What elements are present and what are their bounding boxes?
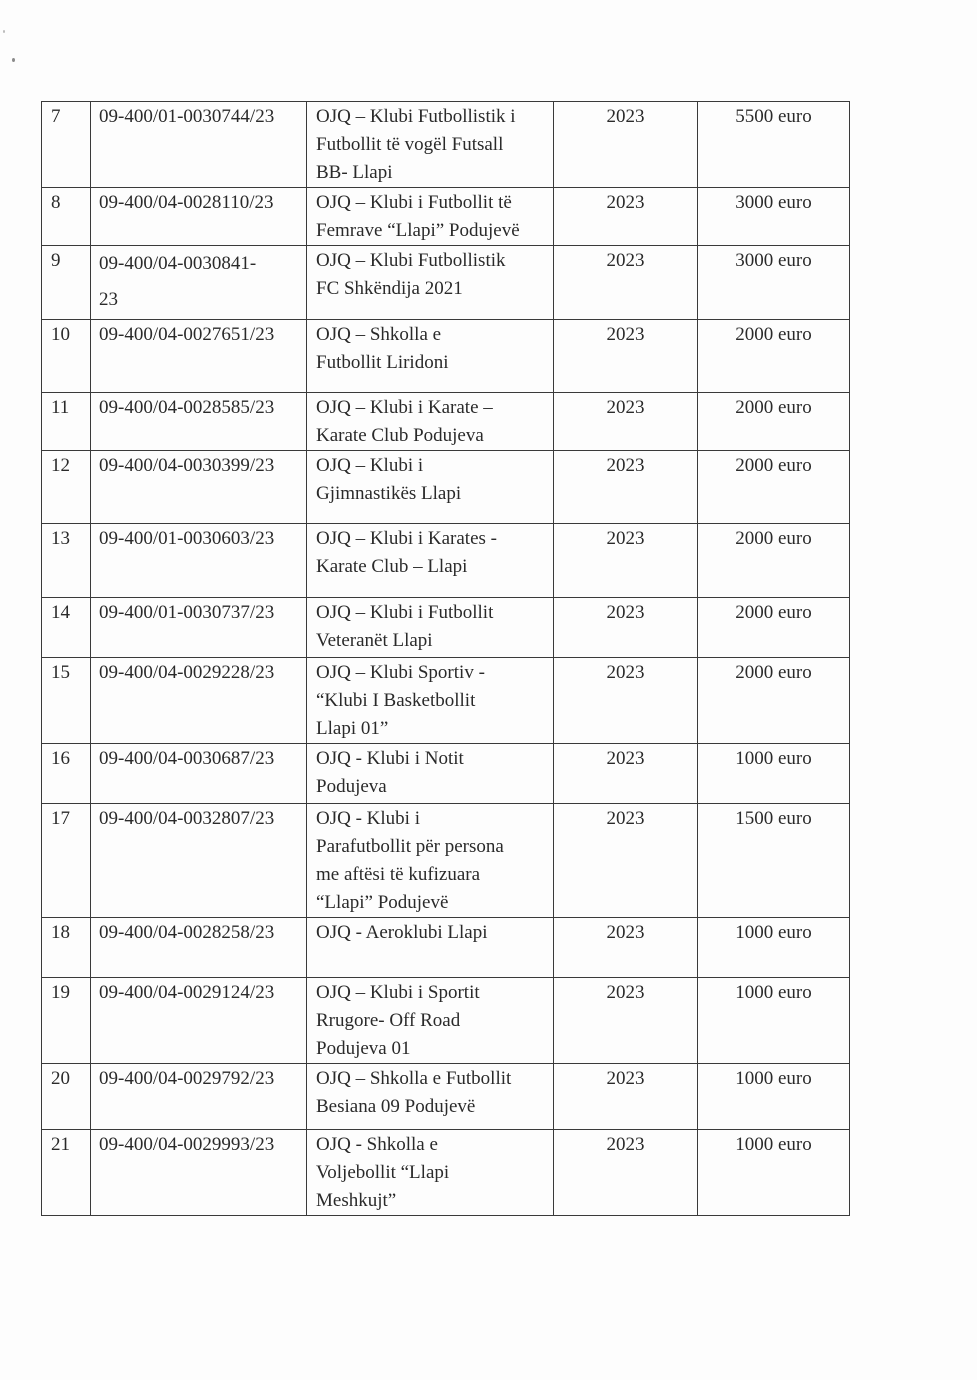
organization-name: OJQ – Klubi Futbollistik i Futbollit të vogël Futsall BB- Llapi: [307, 102, 554, 188]
year-cell: 2023: [554, 1130, 698, 1216]
table-row: [42, 451, 850, 524]
row-number: 16: [42, 744, 91, 804]
amount-cell: 2000 euro: [698, 598, 850, 658]
table-row: [42, 918, 850, 978]
table-row: [42, 1064, 850, 1130]
reference-number: 09-400/04-0027651/23: [91, 320, 307, 393]
table-row: [42, 978, 850, 1064]
table-row: [42, 598, 850, 658]
year-cell: 2023: [554, 102, 698, 188]
organization-name: OJQ - Aeroklubi Llapi: [307, 918, 554, 978]
table-row: [42, 658, 850, 744]
amount-cell: 2000 euro: [698, 451, 850, 524]
amount-cell: 1000 euro: [698, 1064, 850, 1130]
organization-name: OJQ – Klubi i Sportit Rrugore- Off Road Podujeva 01: [307, 978, 554, 1064]
reference-number: 09-400/04-0028585/23: [91, 393, 307, 451]
table-row: [42, 744, 850, 804]
row-number: 20: [42, 1064, 91, 1130]
reference-number: 09-400/04-0028110/23: [91, 188, 307, 246]
table-row: [42, 102, 850, 188]
organization-name: OJQ – Klubi i Futbollit të Femrave “Llapi” Podujevë: [307, 188, 554, 246]
amount-cell: 1000 euro: [698, 978, 850, 1064]
amount-cell: 2000 euro: [698, 393, 850, 451]
organization-name: OJQ – Klubi Sportiv - “Klubi I Basketbollit Llapi 01”: [307, 658, 554, 744]
row-number: 8: [42, 188, 91, 246]
year-cell: 2023: [554, 658, 698, 744]
reference-number: 09-400/04-0029124/23: [91, 978, 307, 1064]
reference-number: 09-400/04-0030841- 23: [91, 246, 307, 320]
organization-name: OJQ – Klubi i Futbollit Veteranët Llapi: [307, 598, 554, 658]
organization-name: OJQ – Klubi i Karates - Karate Club – Llapi: [307, 524, 554, 598]
amount-cell: 2000 euro: [698, 524, 850, 598]
row-number: 7: [42, 102, 91, 188]
reference-number: 09-400/01-0030737/23: [91, 598, 307, 658]
year-cell: 2023: [554, 744, 698, 804]
amount-cell: 2000 euro: [698, 320, 850, 393]
table-row: [42, 320, 850, 393]
year-cell: 2023: [554, 524, 698, 598]
year-cell: 2023: [554, 978, 698, 1064]
row-number: 12: [42, 451, 91, 524]
scan-speck: [12, 58, 15, 62]
table-row: [42, 246, 850, 320]
reference-number: 09-400/01-0030603/23: [91, 524, 307, 598]
reference-number: 09-400/04-0029993/23: [91, 1130, 307, 1216]
amount-cell: 2000 euro: [698, 658, 850, 744]
grants-table: [41, 101, 850, 1216]
year-cell: 2023: [554, 918, 698, 978]
year-cell: 2023: [554, 804, 698, 918]
table-row: [42, 524, 850, 598]
reference-number: 09-400/04-0029228/23: [91, 658, 307, 744]
row-number: 19: [42, 978, 91, 1064]
year-cell: 2023: [554, 1064, 698, 1130]
row-number: 14: [42, 598, 91, 658]
row-number: 21: [42, 1130, 91, 1216]
organization-name: OJQ – Klubi i Gjimnastikës Llapi: [307, 451, 554, 524]
reference-number: 09-400/04-0030687/23: [91, 744, 307, 804]
organization-name: OJQ - Shkolla e Voljebollit “Llapi Meshkujt”: [307, 1130, 554, 1216]
organization-name: OJQ – Shkolla e Futbollit Liridoni: [307, 320, 554, 393]
amount-cell: 1000 euro: [698, 1130, 850, 1216]
organization-name: OJQ – Klubi i Karate – Karate Club Podujeva: [307, 393, 554, 451]
amount-cell: 1000 euro: [698, 918, 850, 978]
table-row: [42, 393, 850, 451]
table-row: [42, 188, 850, 246]
table-row: [42, 1130, 850, 1216]
organization-name: OJQ - Klubi i Parafutbollit për persona me aftësi të kufizuara “Llapi” Podujevë: [307, 804, 554, 918]
amount-cell: 5500 euro: [698, 102, 850, 188]
amount-cell: 1500 euro: [698, 804, 850, 918]
reference-number: 09-400/04-0028258/23: [91, 918, 307, 978]
reference-number: 09-400/04-0032807/23: [91, 804, 307, 918]
row-number: 10: [42, 320, 91, 393]
row-number: 11: [42, 393, 91, 451]
row-number: 18: [42, 918, 91, 978]
year-cell: 2023: [554, 598, 698, 658]
year-cell: 2023: [554, 451, 698, 524]
row-number: 9: [42, 246, 91, 320]
year-cell: 2023: [554, 320, 698, 393]
organization-name: OJQ – Klubi Futbollistik FC Shkëndija 2021: [307, 246, 554, 320]
year-cell: 2023: [554, 246, 698, 320]
organization-name: OJQ - Klubi i Notit Podujeva: [307, 744, 554, 804]
year-cell: 2023: [554, 393, 698, 451]
table-row: [42, 804, 850, 918]
amount-cell: 3000 euro: [698, 188, 850, 246]
scan-speck: [3, 30, 5, 33]
amount-cell: 3000 euro: [698, 246, 850, 320]
reference-number: 09-400/04-0029792/23: [91, 1064, 307, 1130]
row-number: 13: [42, 524, 91, 598]
row-number: 17: [42, 804, 91, 918]
reference-number: 09-400/04-0030399/23: [91, 451, 307, 524]
amount-cell: 1000 euro: [698, 744, 850, 804]
organization-name: OJQ – Shkolla e Futbollit Besiana 09 Podujevë: [307, 1064, 554, 1130]
year-cell: 2023: [554, 188, 698, 246]
grants-table-body: [42, 102, 850, 1216]
reference-number: 09-400/01-0030744/23: [91, 102, 307, 188]
row-number: 15: [42, 658, 91, 744]
